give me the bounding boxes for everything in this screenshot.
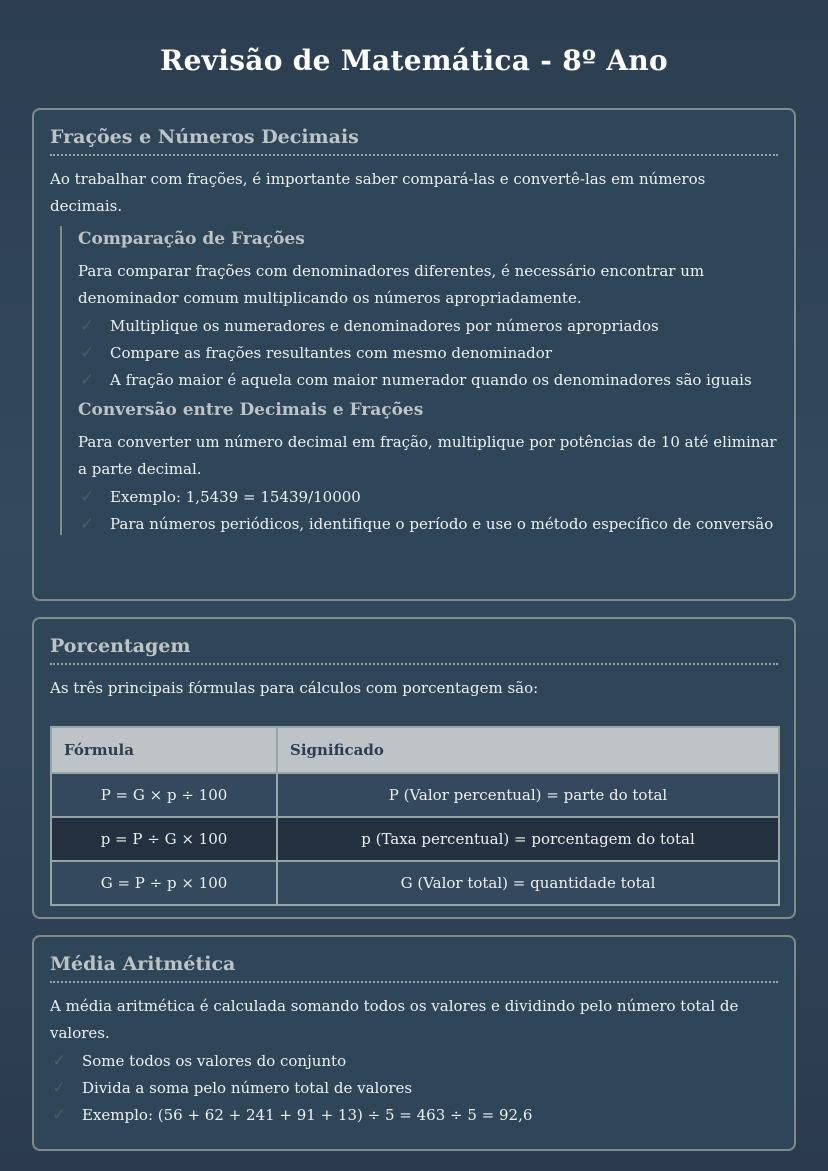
mean-list — [50, 1051, 778, 1126]
table-header-row — [51, 727, 779, 773]
comparison-subsection — [60, 226, 778, 535]
conversion-text: Para converter um número decimal em fração, multiplique por potências de 10 até eliminar a parte decimal. — [78, 433, 777, 478]
list-item-text: Exemplo: 1,5439 = 15439/10000 — [110, 488, 361, 506]
list-item — [78, 514, 778, 535]
comparison-title: Comparação de Frações — [78, 229, 305, 249]
list-item-text: Para números periódicos, identifique o período e use o método específico de conversão — [110, 515, 774, 533]
list-item — [78, 343, 778, 364]
list-item — [78, 370, 778, 391]
conversion-list — [78, 487, 778, 535]
comparison-list — [78, 316, 778, 391]
mean-title: Média Aritmética — [50, 953, 778, 983]
list-item-text: Multiplique os numeradores e denominadores por números apropriados — [110, 317, 659, 335]
mean-card — [32, 935, 796, 1151]
percentage-card — [32, 617, 796, 919]
check-icon: ✓ — [80, 343, 95, 363]
check-icon: ✓ — [80, 370, 95, 390]
meaning-cell: P (Valor percentual) = parte do total — [277, 773, 779, 817]
list-item-text: A fração maior é aquela com maior numerador quando os denominadores são iguais — [110, 371, 752, 389]
meaning-cell: p (Taxa percentual) = porcentagem do total — [277, 817, 779, 861]
check-icon: ✓ — [80, 514, 95, 534]
formula-cell: G = P ÷ p × 100 — [51, 861, 277, 905]
comparison-text: Para comparar frações com denominadores diferentes, é necessário encontrar um denominador comum multiplicando os números apropriadamente. — [78, 262, 705, 307]
list-item — [78, 316, 778, 337]
fractions-card — [32, 108, 796, 601]
check-icon: ✓ — [52, 1105, 67, 1125]
list-item-text: Divida a soma pelo número total de valores — [82, 1079, 413, 1097]
conversion-title: Conversão entre Decimais e Frações — [78, 400, 424, 420]
list-item — [50, 1051, 778, 1072]
list-item-text: Some todos os valores do conjunto — [82, 1052, 347, 1070]
header-meaning: Significado — [277, 727, 779, 773]
percentage-title: Porcentagem — [50, 635, 778, 665]
fractions-intro: Ao trabalhar com frações, é importante saber compará-las e convertê-las em números decimais. — [50, 170, 706, 215]
mean-intro: A média aritmética é calculada somando todos os valores e dividindo pelo número total de valores. — [50, 997, 739, 1042]
check-icon: ✓ — [80, 487, 95, 507]
formula-table — [50, 726, 780, 906]
table-row — [51, 817, 779, 861]
header-formula: Fórmula — [51, 727, 277, 773]
list-item — [50, 1105, 778, 1126]
page-title: Revisão de Matemática - 8º Ano — [160, 44, 668, 77]
formula-cell: p = P ÷ G × 100 — [51, 817, 277, 861]
list-item — [78, 487, 778, 508]
table-row — [51, 861, 779, 905]
formula-cell: P = G × p ÷ 100 — [51, 773, 277, 817]
list-item — [50, 1078, 778, 1099]
table-row — [51, 773, 779, 817]
fractions-title: Frações e Números Decimais — [50, 126, 778, 156]
meaning-cell: G (Valor total) = quantidade total — [277, 861, 779, 905]
check-icon: ✓ — [80, 316, 95, 336]
list-item-text: Exemplo: (56 + 62 + 241 + 91 + 13) ÷ 5 = 463 ÷ 5 = 92,6 — [82, 1106, 533, 1124]
check-icon: ✓ — [52, 1078, 67, 1098]
check-icon: ✓ — [52, 1051, 67, 1071]
list-item-text: Compare as frações resultantes com mesmo denominador — [110, 344, 552, 362]
percentage-intro: As três principais fórmulas para cálculos com porcentagem são: — [50, 679, 539, 697]
